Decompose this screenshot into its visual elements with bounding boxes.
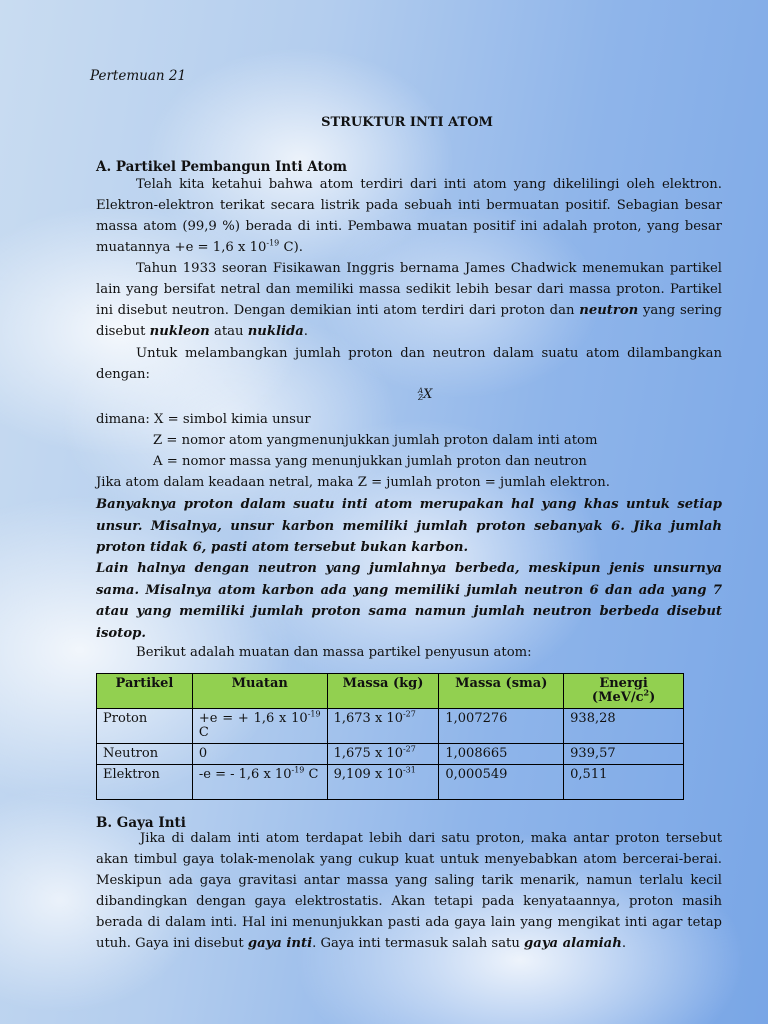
header-massa-sma: Massa (sma) (439, 674, 564, 709)
table-intro: Berikut adalah muatan dan massa partikel penyusun atom: (136, 645, 532, 660)
cell-particle: Elektron (97, 765, 193, 800)
cell-energy: 0,511 (564, 765, 684, 800)
cell-charge: +e = + 1,6 x $10^{-19}$ C (192, 709, 327, 744)
section-a-paragraph-3: Untuk melambangkan jumlah proton dan neutron dalam suatu atom dilambangkan dengan: (96, 346, 722, 382)
section-b-paragraph: Jika di dalam inti atom terdapat lebih dari satu proton, maka antar proton tersebut akan timbul gaya tolak-menolak yang cukup kuat untuk menyebabkan atom bercerai-berai. Meskipun ada gaya gravitasi antar massa yang saling tarik menarik, namun terlalu kecil dibandingkan dengan gaya elektrostatis. Akan tetapi pada kenyataannya, proton masih berada di dalam inti. Hal ini menunjukkan pasti ada gaya lain yang mengikat inti agar tetap utuh. Gaya ini disebut gaya inti. Gaya inti termasuk salah satu gaya alamiah. (96, 831, 722, 951)
cell-charge: -e = - 1,6 x $10^{-19}$ C (192, 765, 327, 800)
section-a-paragraph-2: Tahun 1933 seoran Fisikawan Inggris bernama James Chadwick menemukan partikel lain yang bersifat netral dan memiliki massa sedikit lebih besar dari massa proton. Partikel ini disebut neutron. Dengan demikian inti atom terdiri dari proton dan neutron yang sering disebut nukleon atau nuklida. (96, 261, 722, 339)
cell-particle: Neutron (97, 744, 193, 765)
particle-table (96, 673, 684, 800)
section-a-paragraph-1: Telah kita ketahui bahwa atom terdiri dari inti atom yang dikelilingi oleh elektron. Elektron-elektron terikat secara listrik pada sebuah inti bermuatan positif. Sebagian besar massa atom (99,9 %) berada di inti. Pembawa muatan positif ini adalah proton, yang besar muatannya +e = 1,6 x $10^{-19}$ C). (96, 177, 722, 255)
table-row (97, 744, 684, 765)
definition-a: A = nomor massa yang menunjukkan jumlah proton dan neutron (153, 454, 587, 469)
header-muatan: Muatan (192, 674, 327, 709)
cell-mass-kg: 1,675 x $10^{-27}$ (327, 744, 439, 765)
document-title: STRUKTUR INTI ATOM (321, 115, 493, 130)
table-header-row (97, 674, 684, 709)
cell-mass-sma: 1,007276 (439, 709, 564, 744)
isotope-paragraph: Lain halnya dengan neutron yang jumlahnya berbeda, meskipun jenis unsurnya sama. Misalnya atom karbon ada yang memiliki jumlah neutron 6 dan ada yang 7 atau yang memiliki jumlah proton sama namun jumlah neutron berbeda disebut isotop. (96, 561, 722, 641)
definition-x: dimana: X = simbol kimia unsur (96, 412, 311, 427)
table-row (97, 765, 684, 800)
definition-z: Z = nomor atom yangmenunjukkan jumlah proton dalam inti atom (153, 433, 598, 448)
cell-mass-sma: 0,000549 (439, 765, 564, 800)
cell-mass-kg: 9,109 x $10^{-31}$ (327, 765, 439, 800)
header-energi: Energi $(MeV/c^2)$ (564, 674, 684, 709)
meeting-label: Pertemuan 21 (90, 68, 187, 84)
cell-mass-kg: 1,673 x $10^{-27}$ (327, 709, 439, 744)
section-a-heading: A. Partikel Pembangun Inti Atom (96, 159, 348, 175)
neutral-atom-statement: Jika atom dalam keadaan netral, maka Z = jumlah proton = jumlah elektron. (96, 475, 610, 490)
cell-energy: 938,28 (564, 709, 684, 744)
cell-particle: Proton (97, 709, 193, 744)
cell-charge: 0 (192, 744, 327, 765)
header-massa-kg: Massa (kg) (327, 674, 439, 709)
section-b-heading: B. Gaya Inti (96, 815, 186, 831)
proton-uniqueness-paragraph: Banyaknya proton dalam suatu inti atom merupakan hal yang khas untuk setiap unsur. Misalnya, unsur karbon memiliki jumlah proton sebanyak 6. Jika jumlah proton tidak 6, pasti atom tersebut bukan karbon. (96, 497, 722, 555)
cell-mass-sma: 1,008665 (439, 744, 564, 765)
header-partikel: Partikel (97, 674, 193, 709)
cell-energy: 939,57 (564, 744, 684, 765)
nuclide-symbol: A Z X (418, 386, 433, 402)
table-row (97, 709, 684, 744)
